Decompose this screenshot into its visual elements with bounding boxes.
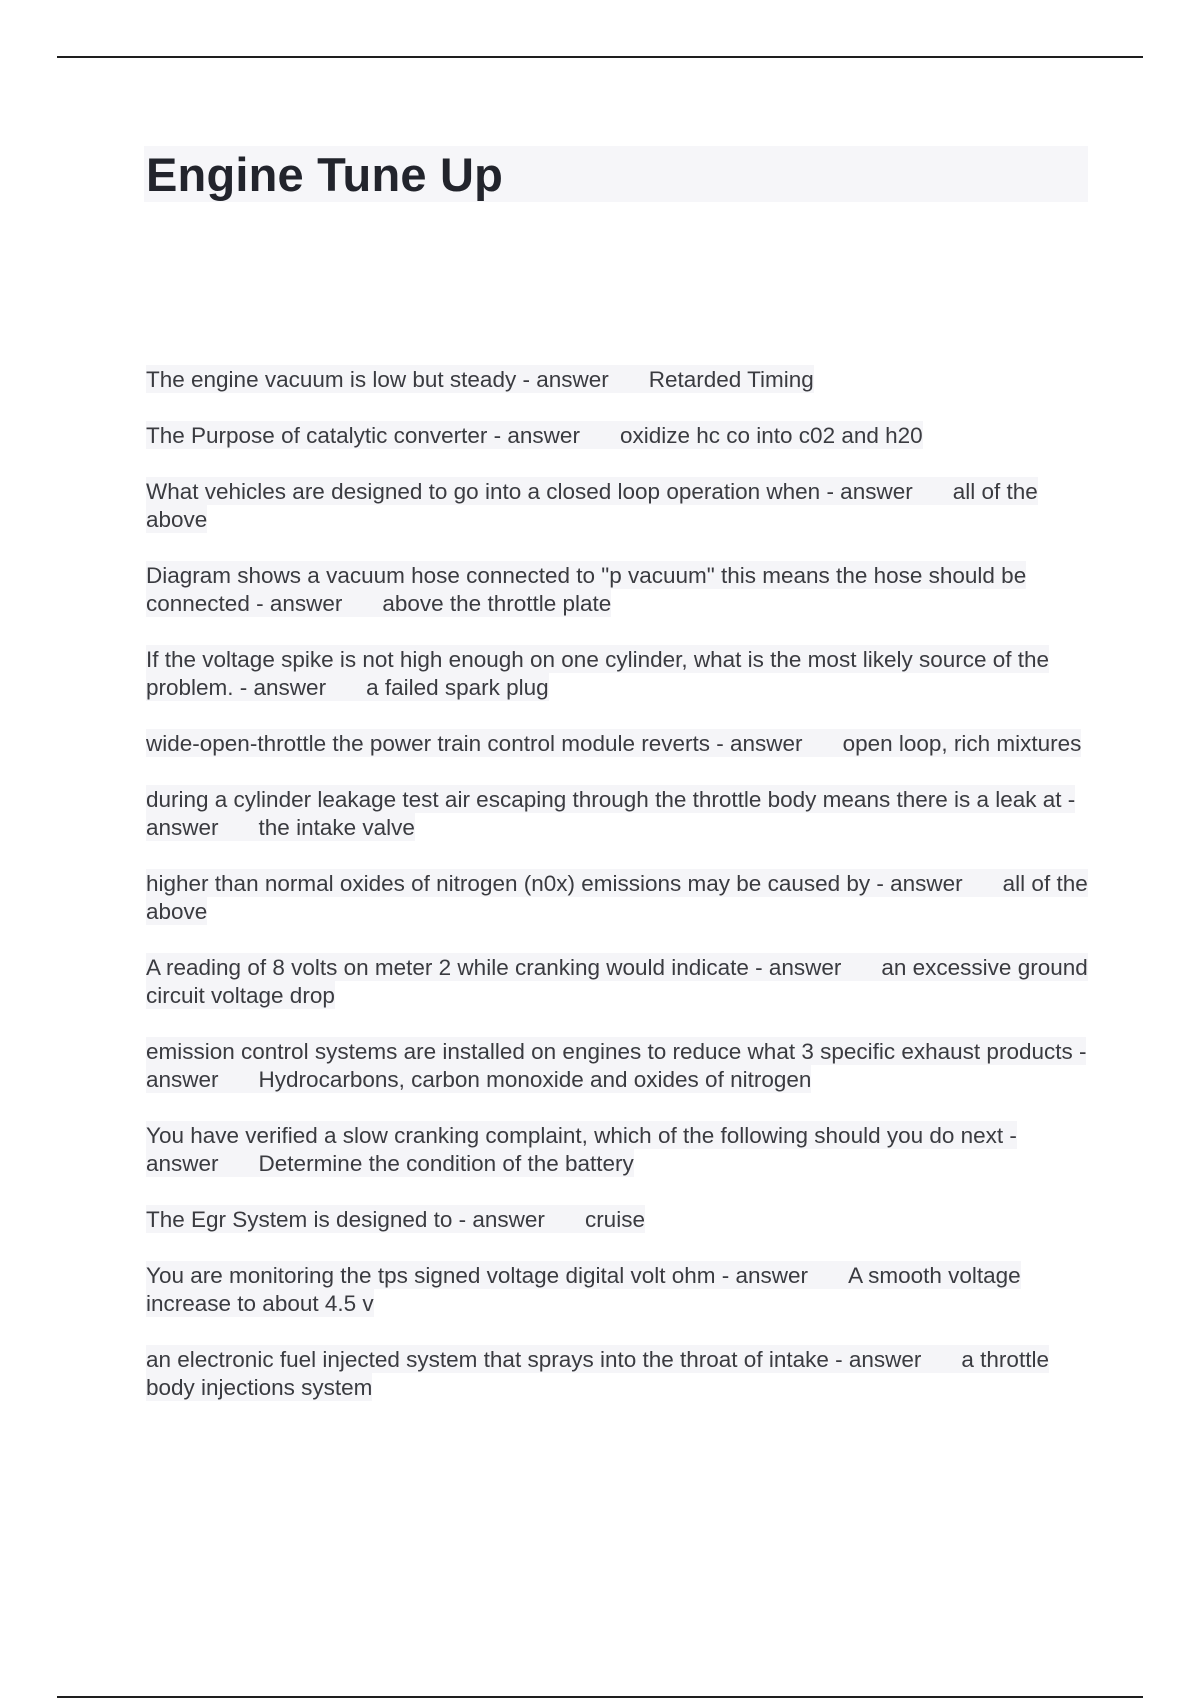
qa-question: If the voltage spike is not high enough on one cylinder, what is the most likely source of the problem. - answer — [146, 647, 1050, 700]
qa-question: What vehicles are designed to go into a closed loop operation when - answer — [146, 479, 913, 504]
qa-question: emission control systems are installed on engines to reduce what 3 specific exhaust products - answer — [146, 1039, 1087, 1092]
qa-question: higher than normal oxides of nitrogen (n0x) emissions may be caused by - answer — [146, 871, 963, 896]
qa-list — [146, 366, 1091, 1430]
qa-answer: a throttle body injections system — [146, 1347, 1049, 1400]
qa-answer: an excessive ground circuit voltage drop — [146, 955, 1088, 1008]
qa-question: The Purpose of catalytic converter - answer — [146, 423, 580, 448]
qa-question: You have verified a slow cranking complaint, which of the following should you do next - answer — [146, 1123, 1017, 1176]
qa-answer: Retarded Timing — [648, 367, 814, 392]
page-title: Engine Tune Up — [146, 148, 504, 201]
qa-item — [146, 1038, 1091, 1094]
qa-item — [146, 1206, 1091, 1234]
qa-answer: all of the above — [146, 479, 1038, 532]
qa-question: Diagram shows a vacuum hose connected to "p vacuum" this means the hose should be connected - answer — [146, 563, 1027, 616]
qa-item — [146, 1346, 1091, 1402]
qa-item — [146, 646, 1091, 702]
qa-item — [146, 1122, 1091, 1178]
qa-answer: open loop, rich mixtures — [842, 731, 1082, 756]
qa-question: The engine vacuum is low but steady - answer — [146, 367, 609, 392]
qa-question: wide-open-throttle the power train control module reverts - answer — [146, 731, 803, 756]
qa-question: You are monitoring the tps signed voltage digital volt ohm - answer — [146, 1263, 809, 1288]
qa-answer: all of the above — [146, 871, 1088, 924]
qa-item — [146, 562, 1091, 618]
qa-item — [146, 1262, 1091, 1318]
qa-question: The Egr System is designed to - answer — [146, 1207, 545, 1232]
qa-item — [146, 954, 1091, 1010]
qa-answer: above the throttle plate — [382, 591, 612, 616]
qa-answer: Determine the condition of the battery — [258, 1151, 634, 1176]
qa-answer: oxidize hc co into c02 and h20 — [619, 423, 923, 448]
qa-answer: cruise — [584, 1207, 645, 1232]
qa-answer: a failed spark plug — [366, 675, 549, 700]
qa-question: A reading of 8 volts on meter 2 while cranking would indicate - answer — [146, 955, 842, 980]
qa-item — [146, 870, 1091, 926]
qa-answer: Hydrocarbons, carbon monoxide and oxides of nitrogen — [258, 1067, 812, 1092]
qa-item — [146, 422, 1091, 450]
qa-answer: the intake valve — [258, 815, 415, 840]
qa-question: during a cylinder leakage test air escaping through the throttle body means there is a leak at - answer — [146, 787, 1076, 840]
qa-item — [146, 366, 1091, 394]
qa-item — [146, 786, 1091, 842]
qa-item — [146, 730, 1091, 758]
bottom-divider — [57, 1696, 1143, 1698]
qa-question: an electronic fuel injected system that sprays into the throat of intake - answer — [146, 1347, 922, 1372]
qa-answer: A smooth voltage increase to about 4.5 v — [146, 1263, 1021, 1316]
top-divider — [57, 56, 1143, 58]
qa-item — [146, 478, 1091, 534]
